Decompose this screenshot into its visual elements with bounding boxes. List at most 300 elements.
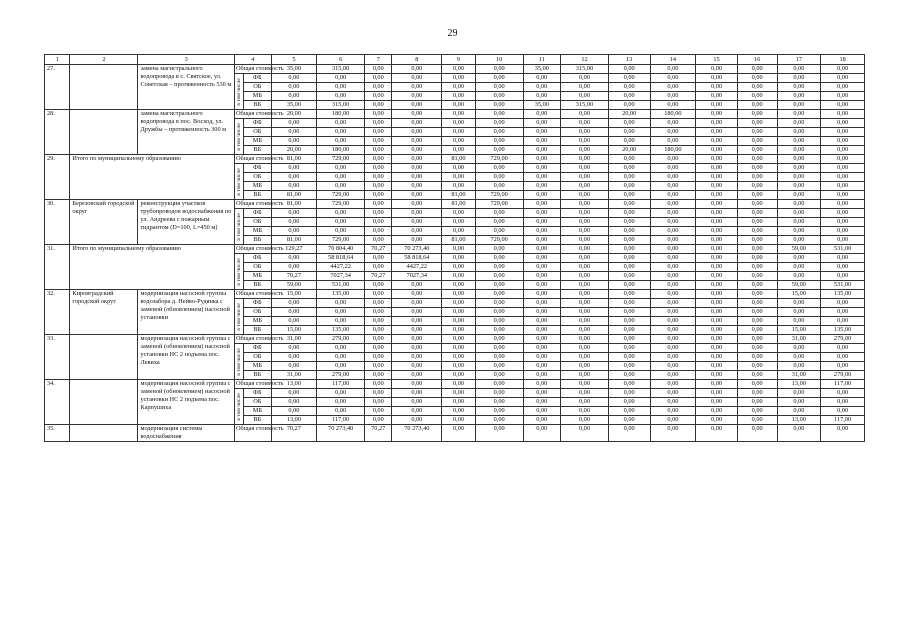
total-cost-label: Общая стоимость [235,335,284,342]
value-cell: 0,00 [392,299,442,308]
value-cell: 0,00 [737,281,777,290]
value-cell: 0,00 [392,407,442,416]
value-cell: 0,00 [442,227,476,236]
value-cell: 0,00 [561,173,609,182]
value-cell: 0,00 [392,164,442,173]
value-cell: 0,00 [365,236,392,245]
value-cell: 0,00 [475,164,523,173]
value-cell: 0,00 [650,128,696,137]
value-cell: 531,00 [317,281,365,290]
value-cell: 0,00 [821,128,865,137]
value-cell: 81,00 [442,191,476,200]
incl-label-text: в том числе [236,77,243,106]
value-cell: 0,00 [696,101,738,110]
column-header: 12 [561,55,609,65]
source-label: ФБ [244,254,271,263]
value-cell: 0,00 [696,110,738,119]
municipality [70,335,138,380]
value-cell: 0,00 [442,83,476,92]
value-cell: 0,00 [696,164,738,173]
source-label: ОБ [244,83,271,92]
value-cell: 0,00 [392,326,442,335]
value-cell: 0,00 [561,398,609,407]
value-cell: 0,00 [821,164,865,173]
value-cell: 0,00 [561,245,609,254]
value-cell: 0,00 [317,209,365,218]
value-cell: 0,00 [608,254,650,263]
value-cell: 0,00 [392,155,442,164]
value-cell: 0,00 [475,227,523,236]
value-cell: 0,00 [650,83,696,92]
source-label: ВБ [244,146,271,155]
value-cell: 7027,34 [317,272,365,281]
value-cell: 0,00 [821,317,865,326]
value-cell: 0,00 [392,353,442,362]
value-cell: 0,00 [561,263,609,272]
column-header: 5 [271,55,317,65]
value-cell: 0,00 [523,146,561,155]
value-cell: 0,00 [696,236,738,245]
value-cell: 0,00 [608,281,650,290]
value-cell: 0,00 [271,308,317,317]
incl-label-text: в том числе [236,212,243,241]
value-cell: 0,00 [392,101,442,110]
value-cell: 0,00 [737,200,777,209]
value-cell: 0,00 [650,362,696,371]
value-cell: 0,00 [392,209,442,218]
value-cell: 0,00 [442,353,476,362]
value-cell: 0,00 [650,74,696,83]
value-cell: 0,00 [442,218,476,227]
source-label: ВБ [244,191,271,200]
table-row [45,380,865,389]
value-cell: 0,00 [696,326,738,335]
value-cell: 0,00 [523,83,561,92]
value-cell: 0,00 [821,299,865,308]
value-cell: 0,00 [475,290,523,299]
value-cell: 0,00 [737,389,777,398]
value-cell: 0,00 [392,191,442,200]
value-cell: 0,00 [821,308,865,317]
source-label: ФБ [244,299,271,308]
value-cell: 0,00 [442,164,476,173]
value-cell: 0,00 [777,155,821,164]
incl-label-text: в том числе [236,257,243,286]
column-header: 6 [317,55,365,65]
value-cell: 0,00 [392,335,442,344]
value-cell: 0,00 [608,308,650,317]
value-cell: 0,00 [317,164,365,173]
value-cell: 0,00 [392,389,442,398]
value-cell: 0,00 [392,74,442,83]
value-cell: 0,00 [696,92,738,101]
value-cell: 0,00 [737,290,777,299]
value-cell: 0,00 [650,227,696,236]
value-cell: 0,00 [561,272,609,281]
value-cell: 0,00 [608,74,650,83]
value-cell: 0,00 [650,335,696,344]
value-cell: 0,00 [442,182,476,191]
value-cell: 0,00 [523,398,561,407]
value-cell: 0,00 [821,425,865,442]
entry-number: 29. [45,155,70,200]
value-cell: 0,00 [365,407,392,416]
value-cell: 0,00 [365,371,392,380]
value-cell: 0,00 [650,380,696,389]
incl-label [234,209,243,245]
value-cell: 0,00 [696,317,738,326]
value-cell: 0,00 [608,317,650,326]
value-cell: 0,00 [777,191,821,200]
value-cell: 0,00 [365,281,392,290]
value-cell: 0,00 [608,191,650,200]
value-cell: 0,00 [821,74,865,83]
value-cell: 0,00 [650,119,696,128]
entry-number: 27. [45,65,70,110]
value-cell: 0,00 [523,218,561,227]
value-cell: 0,00 [365,173,392,182]
value-cell: 0,00 [737,380,777,389]
value-cell: 0,00 [777,146,821,155]
source-label: МБ [244,137,271,146]
value-cell: 0,00 [442,326,476,335]
value-cell: 0,00 [442,101,476,110]
value-cell: 13,00 [777,380,821,389]
value-cell: 0,00 [442,407,476,416]
value-cell: 0,00 [821,137,865,146]
value-cell: 0,00 [696,362,738,371]
value-cell: 0,00 [523,191,561,200]
total-cost-label: Общая стоимость [234,425,271,442]
value-cell: 0,00 [696,371,738,380]
value-cell: 0,00 [608,128,650,137]
source-label: МБ [244,407,271,416]
value-cell: 0,00 [696,344,738,353]
value-cell: 0,00 [561,227,609,236]
value-cell: 0,00 [523,164,561,173]
value-cell: 0,00 [523,137,561,146]
value-cell: 0,00 [392,308,442,317]
value-cell: 0,00 [271,227,317,236]
value-cell: 0,00 [608,425,650,442]
value-cell: 31,00 [271,335,317,344]
value-cell: 0,00 [737,92,777,101]
value-cell: 0,00 [777,173,821,182]
value-cell: 31,00 [777,371,821,380]
total-label: Итого по муниципальному образованию [70,155,235,200]
value-cell: 0,00 [561,146,609,155]
value-cell: 0,00 [650,101,696,110]
value-cell: 0,00 [777,407,821,416]
value-cell: 0,00 [475,146,523,155]
value-cell: 0,00 [523,110,561,119]
value-cell: 0,00 [271,299,317,308]
value-cell: 0,00 [737,308,777,317]
value-cell: 0,00 [650,308,696,317]
value-cell: 70,27 [271,272,317,281]
value-cell: 0,00 [737,254,777,263]
value-cell: 0,00 [777,317,821,326]
value-cell: 0,00 [475,101,523,110]
value-cell: 0,00 [475,209,523,218]
value-cell: 0,00 [696,272,738,281]
value-cell: 0,00 [475,299,523,308]
total-cost-label: Общая стоимость [235,155,284,162]
value-cell: 0,00 [523,236,561,245]
value-cell: 0,00 [821,173,865,182]
value-cell: 0,00 [442,425,476,442]
value-cell: 0,00 [650,245,696,254]
value-cell: 0,00 [608,416,650,425]
incl-label-text: в том числе [236,302,243,331]
value-cell: 0,00 [561,83,609,92]
value-cell: 0,00 [475,119,523,128]
value-cell: 0,00 [442,128,476,137]
source-label: ФБ [244,389,271,398]
value-cell: 0,00 [392,281,442,290]
value-cell: 117,00 [821,416,865,425]
value-cell: 135,00 [317,326,365,335]
entry-number: 28. [45,110,70,155]
value-cell: 0,00 [737,335,777,344]
column-header: 2 [70,55,138,65]
value-cell: 0,00 [475,335,523,344]
value-cell: 0,00 [608,137,650,146]
value-cell: 0,00 [365,110,392,119]
project-description: модернизация системы водоснабжения [138,425,235,442]
source-label: ФБ [244,74,271,83]
value-cell: 0,00 [821,398,865,407]
value-cell: 0,00 [392,137,442,146]
value-cell: 0,00 [523,182,561,191]
value-cell: 0,00 [821,209,865,218]
value-cell: 0,00 [696,416,738,425]
value-cell: 0,00 [365,137,392,146]
source-label: ВБ [244,236,271,245]
value-cell: 0,00 [271,344,317,353]
incl-label [234,389,243,425]
value-cell: 0,00 [650,353,696,362]
incl-label [234,299,243,335]
value-cell: 0,00 [523,128,561,137]
value-cell: 81,00 [271,200,317,209]
value-cell: 0,00 [696,191,738,200]
table-row [45,290,865,299]
value-cell: 0,00 [392,317,442,326]
value-cell: 0,00 [523,407,561,416]
value-cell: 729,00 [475,155,523,164]
column-header: 17 [777,55,821,65]
value-cell: 0,00 [737,65,777,74]
column-header: 14 [650,55,696,65]
value-cell: 0,00 [608,218,650,227]
value-cell: 0,00 [737,398,777,407]
value-cell: 0,00 [821,227,865,236]
value-cell: 0,00 [475,326,523,335]
project-description: реконструкция участков трубопроводов водоснабжения по ул. Андреева с пожарным гидрантом (D=100, L=450 м) [138,200,235,245]
table-row [45,155,865,164]
value-cell: 0,00 [821,101,865,110]
value-cell: 0,00 [650,236,696,245]
value-cell: 0,00 [442,119,476,128]
column-header: 9 [442,55,476,65]
value-cell: 0,00 [821,263,865,272]
source-label: ВБ [244,416,271,425]
value-cell: 0,00 [777,308,821,317]
value-cell: 0,00 [392,236,442,245]
value-cell: 0,00 [696,218,738,227]
value-cell: 0,00 [777,74,821,83]
value-cell: 0,00 [523,74,561,83]
source-label: ВБ [244,101,271,110]
value-cell: 81,00 [442,155,476,164]
value-cell: 0,00 [696,173,738,182]
value-cell: 0,00 [475,110,523,119]
value-cell: 0,00 [561,74,609,83]
source-label: ОБ [244,353,271,362]
value-cell: 180,00 [317,146,365,155]
value-cell: 70 273,40 [392,245,442,254]
value-cell: 0,00 [561,281,609,290]
value-cell: 81,00 [271,191,317,200]
value-cell: 0,00 [523,155,561,164]
value-cell: 0,00 [561,317,609,326]
value-cell: 0,00 [696,263,738,272]
value-cell: 0,00 [696,254,738,263]
value-cell: 0,00 [650,389,696,398]
value-cell: 0,00 [523,371,561,380]
project-description: модернизация насосной группы с заменой (обновлением) насосной установки НС 2 подъема пос. Карпушиха [138,380,235,425]
value-cell: 0,00 [608,83,650,92]
value-cell: 0,00 [696,353,738,362]
value-cell: 15,00 [777,326,821,335]
value-cell: 0,00 [696,146,738,155]
value-cell: 0,00 [737,191,777,200]
value-cell: 0,00 [608,65,650,74]
value-cell: 0,00 [561,353,609,362]
value-cell: 279,00 [821,371,865,380]
value-cell: 0,00 [737,263,777,272]
value-cell: 279,00 [821,335,865,344]
value-cell: 0,00 [365,344,392,353]
value-cell: 0,00 [475,245,523,254]
column-header: 10 [475,55,523,65]
column-header: 18 [821,55,865,65]
value-cell: 0,00 [475,398,523,407]
value-cell: 0,00 [523,344,561,353]
column-header: 16 [737,55,777,65]
entry-number: 32. [45,290,70,335]
value-cell: 0,00 [737,209,777,218]
project-description: замена магистрального водопровода в пос. Восход, ул. Дружбы – протяженность 300 м [138,110,235,155]
value-cell: 0,00 [737,155,777,164]
value-cell: 35,00 [271,101,317,110]
value-cell: 729,00 [317,200,365,209]
value-cell: 0,00 [365,227,392,236]
value-cell: 0,00 [561,425,609,442]
value-cell: 0,00 [821,182,865,191]
column-header: 11 [523,55,561,65]
value-cell: 0,00 [608,272,650,281]
value-cell: 0,00 [475,173,523,182]
value-cell: 0,00 [365,83,392,92]
value-cell: 0,00 [696,128,738,137]
value-cell: 0,00 [523,227,561,236]
value-cell: 0,00 [271,254,317,263]
value-cell: 0,00 [365,335,392,344]
value-cell: 81,00 [442,200,476,209]
value-cell: 0,00 [442,263,476,272]
municipality [70,110,138,155]
value-cell: 0,00 [737,317,777,326]
value-cell: 0,00 [737,74,777,83]
project-description: модернизация насосной группы с заменой (обновлением) насосной установки НС 2 подъема пос. Левиха [138,335,235,380]
value-cell: 0,00 [608,101,650,110]
municipality [70,380,138,425]
source-label: ОБ [244,173,271,182]
value-cell: 13,00 [271,380,317,389]
value-cell: 70 273,40 [392,425,442,442]
value-cell: 0,00 [650,317,696,326]
value-cell: 0,00 [475,182,523,191]
value-cell: 0,00 [475,65,523,74]
value-cell: 0,00 [696,380,738,389]
source-label: ФБ [244,209,271,218]
value-cell: 0,00 [821,407,865,416]
value-cell: 0,00 [696,200,738,209]
value-cell: 0,00 [777,389,821,398]
value-cell: 0,00 [561,200,609,209]
value-cell: 0,00 [696,83,738,92]
value-cell: 0,00 [737,146,777,155]
value-cell: 0,00 [442,110,476,119]
value-cell: 0,00 [365,74,392,83]
header-row [45,55,865,65]
value-cell: 0,00 [317,389,365,398]
value-cell: 81,00 [271,236,317,245]
value-cell: 0,00 [650,398,696,407]
value-cell: 59,00 [777,245,821,254]
value-cell: 0,00 [737,83,777,92]
value-cell: 31,00 [271,371,317,380]
value-cell: 0,00 [475,425,523,442]
value-cell: 0,00 [442,380,476,389]
value-cell: 0,00 [821,146,865,155]
value-cell: 0,00 [392,83,442,92]
value-cell: 0,00 [317,308,365,317]
value-cell: 0,00 [777,83,821,92]
value-cell: 0,00 [271,209,317,218]
value-cell: 0,00 [271,92,317,101]
value-cell: 0,00 [271,182,317,191]
table-row [45,245,865,254]
value-cell: 81,00 [271,155,317,164]
entry-number: 31. [45,245,70,290]
value-cell: 0,00 [523,209,561,218]
value-cell: 0,00 [777,182,821,191]
value-cell: 0,00 [650,299,696,308]
value-cell: 0,00 [777,272,821,281]
value-cell: 135,00 [821,290,865,299]
value-cell: 0,00 [821,272,865,281]
value-cell: 0,00 [696,227,738,236]
value-cell: 0,00 [317,299,365,308]
value-cell: 0,00 [608,200,650,209]
value-cell: 0,00 [365,146,392,155]
value-cell: 729,00 [475,191,523,200]
value-cell: 59,00 [271,281,317,290]
value-cell: 0,00 [821,200,865,209]
